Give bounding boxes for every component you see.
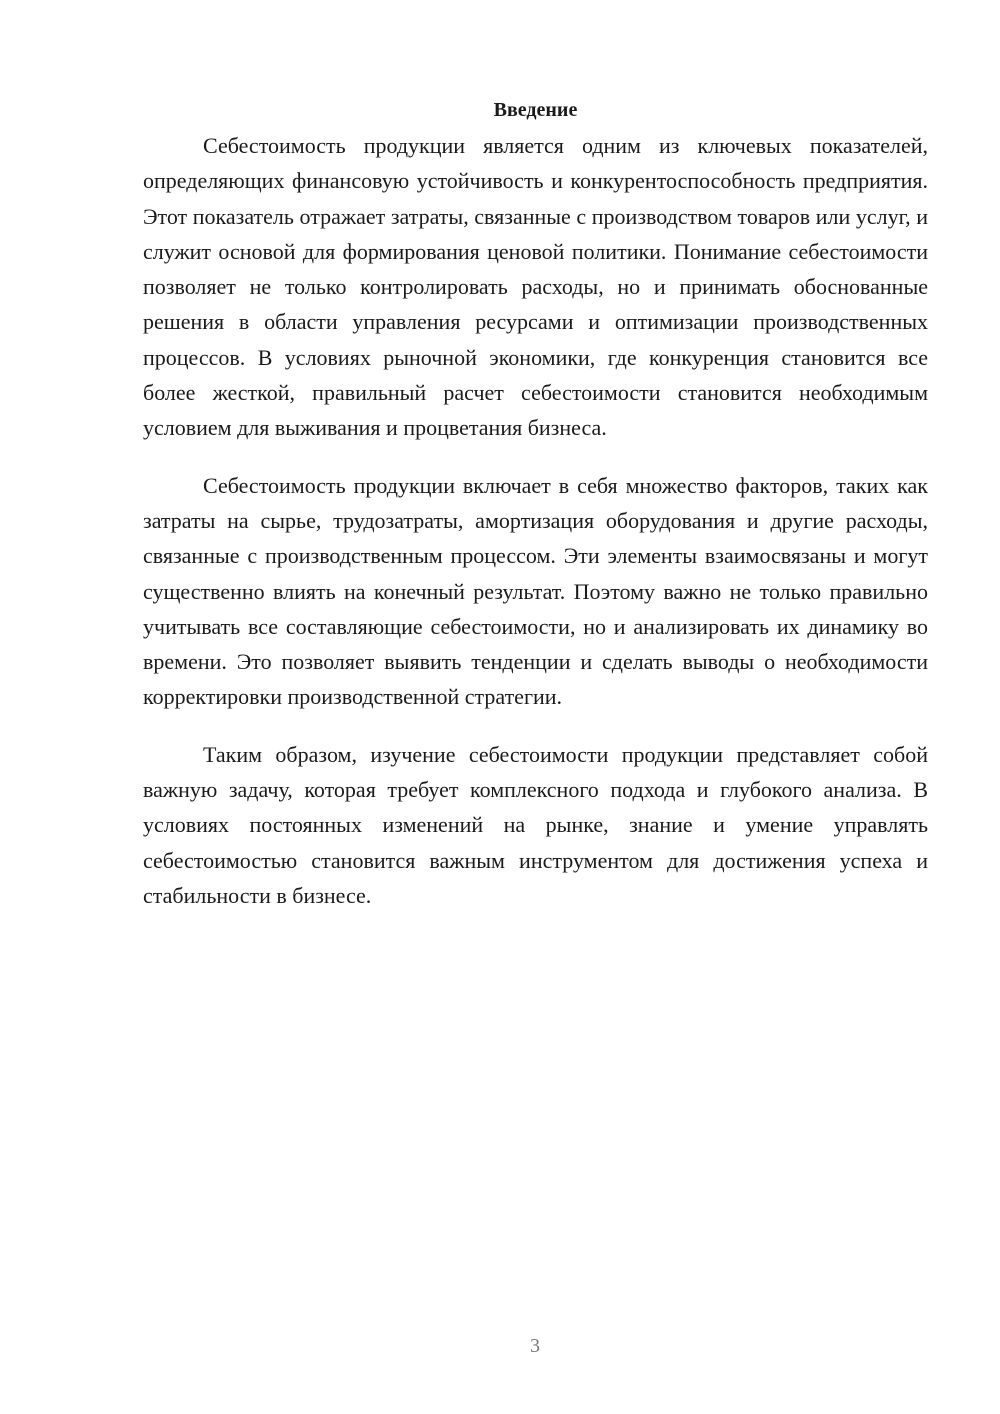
paragraph-1: Себестоимость продукции является одним из ключевых показателей, определяющих финансовую устойчивость и конкурентоспособность предприятия. Этот показатель отражает затраты, связанные с производством товаров или услуг, и служит основой для формирования ценовой политики. Понимание себестоимости позволяет не только контролировать расходы, но и принимать обоснованные решения в области управления ресурсами и оптимизации производственных процессов. В условиях рыночной экономики, где конкуренция становится все более жесткой, правильный расчет себестоимости становится необходимым условием для выживания и процветания бизнеса. [143,133,928,441]
paragraph-3: Таким образом, изучение себестоимости продукции представляет собой важную задачу, которая требует комплексного подхода и глубокого анализа. В условиях постоянных изменений на рынке, знание и умение управлять себестоимостью становится важным инструментом для достижения успеха и стабильности в бизнесе. [143,741,928,908]
page-content [143,92,928,935]
page-number: 3 [530,1335,540,1357]
paragraph-2: Себестоимость продукции включает в себя множество факторов, таких как затраты на сырье, трудозатраты, амортизация оборудования и другие расходы, связанные с производственным процессом. Эти элементы взаимосвязаны и могут существенно влиять на конечный результат. Поэтому важно не только правильно учитывать все составляющие себестоимости, но и анализировать их динамику во времени. Это позволяет выявить тенденции и сделать выводы о необходимости корректировки производственной стратегии. [143,472,928,710]
section-heading: Введение [493,99,578,121]
